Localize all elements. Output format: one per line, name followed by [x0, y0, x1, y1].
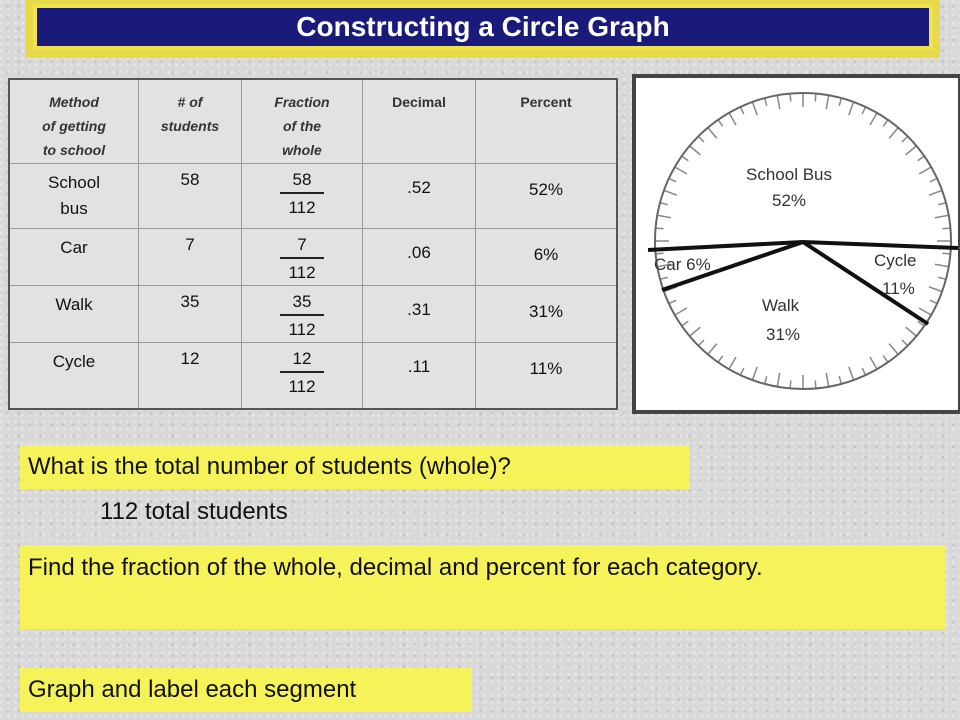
tick-mark	[777, 373, 779, 387]
tick-mark	[929, 190, 942, 195]
tick-mark	[919, 167, 931, 174]
tick-mark	[777, 95, 779, 109]
segment-label-value: 52%	[771, 191, 807, 210]
data-table	[8, 78, 618, 410]
header-decimal: Decimal	[363, 79, 476, 164]
tick-mark	[682, 321, 689, 326]
tick-mark	[883, 120, 888, 127]
header-method: Method of getting to school	[42, 94, 106, 158]
tick-mark	[690, 327, 701, 336]
row-percent: 52%	[476, 164, 618, 229]
tick-mark	[929, 287, 942, 292]
row-decimal: .06	[363, 228, 476, 285]
tick-mark	[740, 368, 743, 375]
row-method: School bus	[9, 164, 139, 229]
header-students: # of students	[139, 79, 242, 164]
tick-mark	[657, 215, 671, 217]
row-fraction: 7 112	[242, 228, 363, 285]
segment-boundary	[803, 242, 958, 248]
tick-mark	[698, 136, 704, 142]
tick-mark	[862, 107, 865, 114]
tick-mark	[669, 300, 676, 303]
protractor-ticks	[655, 93, 951, 389]
segment-label-car: Car 6%	[654, 255, 711, 274]
tick-mark	[690, 146, 701, 155]
row-percent: 31%	[476, 285, 618, 342]
tick-mark	[906, 146, 917, 155]
row-fraction: 12 112	[242, 342, 363, 409]
answer-total: 112 total students	[100, 498, 288, 525]
tick-mark	[906, 327, 917, 336]
tick-mark	[718, 120, 723, 127]
header-fraction: Fraction of the whole	[242, 79, 363, 164]
tick-mark	[930, 300, 937, 303]
tick-mark	[656, 228, 664, 229]
tick-mark	[815, 380, 816, 388]
tick-mark	[862, 368, 865, 375]
tick-mark	[935, 264, 949, 266]
tick-mark	[718, 356, 723, 363]
row-percent: 6%	[476, 228, 618, 285]
tick-mark	[942, 253, 950, 254]
row-percent: 11%	[476, 342, 618, 409]
tick-mark	[790, 94, 791, 102]
row-fraction: 58 112	[242, 164, 363, 229]
table-row	[9, 285, 617, 342]
tick-mark	[883, 356, 888, 363]
row-decimal: .11	[363, 342, 476, 409]
tick-mark	[675, 308, 687, 315]
tick-mark	[765, 376, 767, 384]
tick-mark	[826, 373, 828, 387]
instruction-graph: Graph and label each segment	[20, 668, 472, 712]
circle-graph-svg	[636, 78, 958, 410]
table-row	[9, 164, 617, 229]
tick-mark	[752, 367, 757, 380]
tick-mark	[708, 128, 717, 139]
tick-mark	[938, 203, 946, 205]
row-decimal: .31	[363, 285, 476, 342]
tick-mark	[826, 95, 828, 109]
circle-graph	[632, 74, 960, 414]
tick-mark	[902, 340, 908, 346]
tick-mark	[930, 178, 937, 181]
page-title: Constructing a Circle Graph	[33, 4, 933, 50]
row-method: Car	[9, 228, 139, 285]
row-method: Cycle	[9, 342, 139, 409]
tick-mark	[839, 376, 841, 384]
tick-mark	[660, 277, 668, 279]
segment-label-value: 31%	[766, 325, 801, 344]
tick-mark	[740, 107, 743, 114]
tick-mark	[839, 98, 841, 106]
tick-mark	[849, 367, 854, 380]
tick-mark	[790, 380, 791, 388]
row-students: 35	[139, 285, 242, 342]
tick-mark	[938, 277, 946, 279]
row-decimal: .52	[363, 164, 476, 229]
tick-mark	[660, 203, 668, 205]
tick-mark	[765, 98, 767, 106]
tick-mark	[698, 340, 704, 346]
instruction-fraction: Find the fraction of the whole, decimal and percent for each category.	[20, 545, 945, 629]
row-students: 7	[139, 228, 242, 285]
tick-mark	[889, 344, 898, 355]
row-method: Walk	[9, 285, 139, 342]
tick-mark	[752, 102, 757, 115]
tick-mark	[935, 215, 949, 217]
tick-mark	[729, 357, 736, 369]
row-fraction: 35 112	[242, 285, 363, 342]
tick-mark	[919, 308, 931, 315]
table-row	[9, 342, 617, 409]
tick-mark	[870, 357, 877, 369]
tick-mark	[675, 167, 687, 174]
tick-mark	[918, 156, 925, 161]
tick-mark	[902, 136, 908, 142]
tick-mark	[656, 253, 664, 254]
row-students: 58	[139, 164, 242, 229]
tick-mark	[669, 178, 676, 181]
row-students: 12	[139, 342, 242, 409]
tick-mark	[889, 128, 898, 139]
table-row	[9, 228, 617, 285]
tick-mark	[664, 190, 677, 195]
tick-mark	[708, 344, 717, 355]
segment-label-name: Cycle	[874, 251, 917, 270]
segment-label-value: 11%	[882, 279, 915, 298]
tick-mark	[870, 113, 877, 125]
header-percent: Percent	[476, 79, 618, 164]
tick-mark	[815, 94, 816, 102]
tick-mark	[682, 156, 689, 161]
tick-mark	[729, 113, 736, 125]
question-total: What is the total number of students (whole)?	[20, 445, 690, 489]
tick-mark	[849, 102, 854, 115]
tick-mark	[942, 228, 950, 229]
segment-label-name: Walk	[762, 296, 800, 315]
segment-label-name: School Bus	[746, 165, 832, 184]
